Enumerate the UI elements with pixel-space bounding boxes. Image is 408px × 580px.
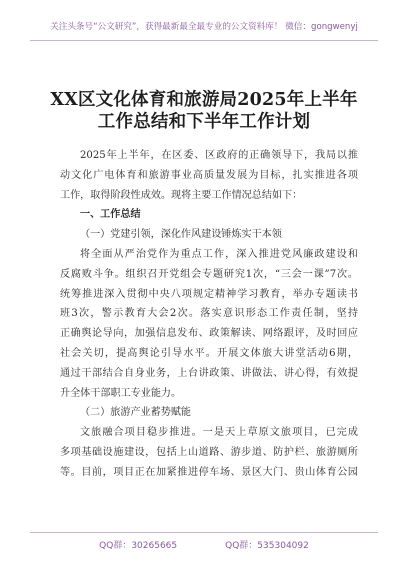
body-line: 正确舆论导向，加强信息发布、政策解读、网络跟评，及时回应: [60, 328, 358, 340]
body-line: 等。目前，项目正在加紧推进停车场、景区大门、贵山体育公园: [60, 466, 358, 478]
body-line: 工作，取得阶段性成效。现将主要工作情况总结如下：: [60, 189, 303, 201]
body-line: 升全体干部职工专业能力。: [60, 387, 182, 399]
header-banner: 关注头条号“公文研究”，获得最新最全最专业的公文资料库！ 微信：gongwenyj: [50, 22, 358, 32]
body-line: 统筹推进深入贯彻中央八项规定精神学习教育，举办专题读书: [60, 288, 358, 300]
body-line: 社会关切，提高舆论引导水平。开展文体旅大讲堂活动6期，: [60, 348, 358, 359]
section-heading: 一、工作总结: [80, 209, 141, 221]
body-line: 班3次，警示教育大会2次。落实意识形态工作责任制，坚持: [60, 308, 358, 320]
body-line: 将全面从严治党作为重点工作，深入推进党风廉政建设和: [80, 249, 358, 260]
document-title-line-2: 工作总结和下半年工作计划: [97, 112, 311, 132]
footer-divider: [30, 532, 378, 533]
body-line: 2025年上半年，在区委、区政府的正确领导下，我局以推: [80, 150, 358, 161]
body-line: （一）党建引领，深化作风建设锤炼实干本领: [80, 229, 282, 241]
footer-qq-group-1: QQ群：30265665: [99, 541, 178, 551]
body-line: 反腐败斗争。组织召开党组会专题研究1次，“三会一课”7次。: [60, 268, 358, 280]
footer-qq-group-2: QQ群：535304092: [225, 541, 309, 551]
body-line: 多项基础设施建设，包括上山道路、游步道、防护栏、旅游厕所: [60, 447, 358, 458]
footer-contact: [0, 538, 408, 551]
body-line: 动文化广电体育和旅游事业高质量发展为目标，扎实推进各项: [60, 169, 358, 181]
header-divider: [30, 40, 378, 41]
body-line: （二）旅游产业蓄势赋能: [80, 407, 192, 419]
body-line: 文旅融合项目稳步推进。一是天上草原文旅项目，已完成: [80, 427, 358, 439]
body-line: 通过干部结合自身业务，上台讲政策、讲做法、讲心得，有效提: [60, 367, 358, 379]
document-title-line-1: XX区文化体育和旅游局2025年上半年: [50, 90, 358, 110]
